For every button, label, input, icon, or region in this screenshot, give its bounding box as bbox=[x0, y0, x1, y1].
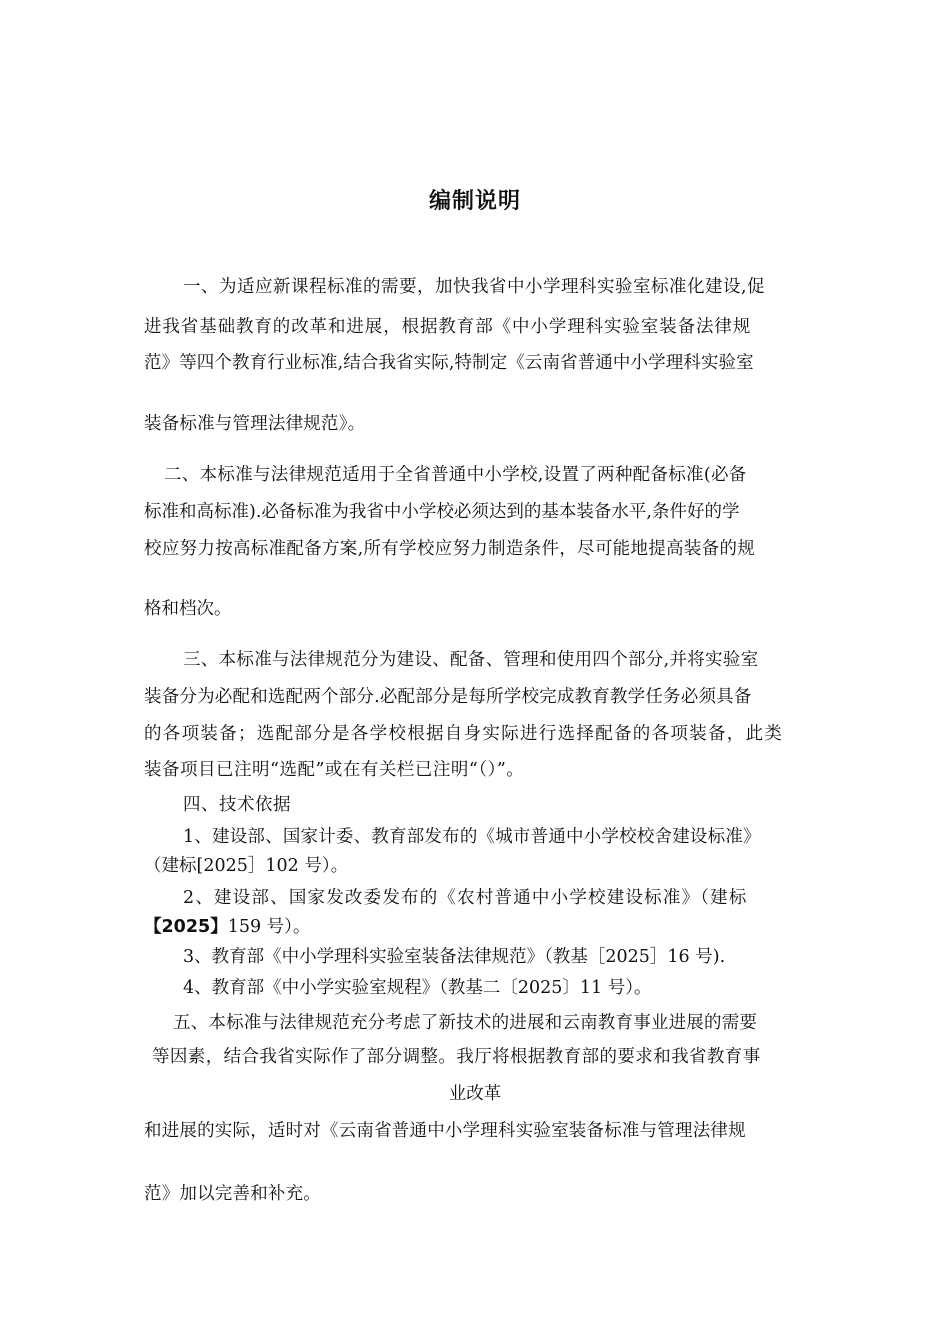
paragraph-line: 装备分为必配和选配两个部分.必配部分是每所学校完成教育教学任务必须具备 bbox=[144, 687, 752, 707]
paragraph-line: 范》加以完善和补充。 bbox=[144, 1184, 321, 1204]
paragraph-line: 进我省基础教育的改革和进展，根据教育部《中小学理科实验室装备法律规 bbox=[144, 317, 752, 337]
bold-year-bracket: 【2025】 bbox=[144, 917, 228, 937]
paragraph-line: 装备项目已注明“选配”或在有关栏已注明“（）”。 bbox=[144, 760, 525, 780]
reference-line: 4、教育部《中小学实验室规程》（教基二〔2025〕11 号）。 bbox=[183, 978, 652, 998]
paragraph-line: 范》等四个教育行业标准,结合我省实际,特制定《云南省普通中小学理科实验室 bbox=[144, 353, 754, 373]
paragraph-line: 标准和高标准).必备标准为我省中小学校必须达到的基本装备水平,条件好的学 bbox=[144, 502, 740, 522]
section-heading: 四、技术依据 bbox=[183, 795, 291, 815]
paragraph-line: 业改革 bbox=[448, 1084, 502, 1104]
paragraph-line: 五、本标准与法律规范充分考虑了新技术的进展和云南教育事业进展的需要 bbox=[173, 1013, 758, 1033]
paragraph-line: 装备标准与管理法律规范》。 bbox=[144, 414, 366, 434]
page-title: 编制说明 bbox=[428, 189, 521, 214]
reference-line bbox=[144, 916, 310, 938]
paragraph-line: 等因素，结合我省实际作了部分调整。我厅将根据教育部的要求和我省教育事 bbox=[152, 1047, 761, 1067]
paragraph-line: 和进展的实际，适时对《云南省普通中小学理科实验室装备标准与管理法律规 bbox=[144, 1121, 746, 1141]
paragraph-line: 一、为适应新课程标准的需要，加快我省中小学理科实验室标准化建设,促 bbox=[183, 277, 766, 297]
paragraph-line: 格和档次。 bbox=[144, 599, 232, 619]
reference-line: 3、教育部《中小学理科实验室装备法律规范》（教基［2025］16 号). bbox=[183, 947, 726, 967]
reference-line: （建标[2025］102 号）。 bbox=[144, 856, 349, 876]
paragraph-line: 校应努力按高标准配备方案,所有学校应努力制造条件，尽可能地提高装备的规 bbox=[144, 539, 756, 559]
reference-line: 1、建设部、国家计委、教育部发布的《城市普通中小学校校舍建设标准》 bbox=[183, 827, 761, 847]
paragraph-line: 的各项装备；选配部分是各学校根据自身实际进行选择配备的各项装备，此类 bbox=[144, 724, 784, 744]
reference-suffix: 159 号）。 bbox=[227, 917, 311, 937]
paragraph-line: 二、本标准与法律规范适用于全省普通中小学校,设置了两种配备标准(必备 bbox=[164, 465, 747, 485]
paragraph-line: 三、本标准与法律规范分为建设、配备、管理和使用四个部分,并将实验室 bbox=[183, 650, 759, 670]
reference-line: 2、建设部、国家发改委发布的《农村普通中小学校建设标准》（建标 bbox=[183, 888, 748, 908]
